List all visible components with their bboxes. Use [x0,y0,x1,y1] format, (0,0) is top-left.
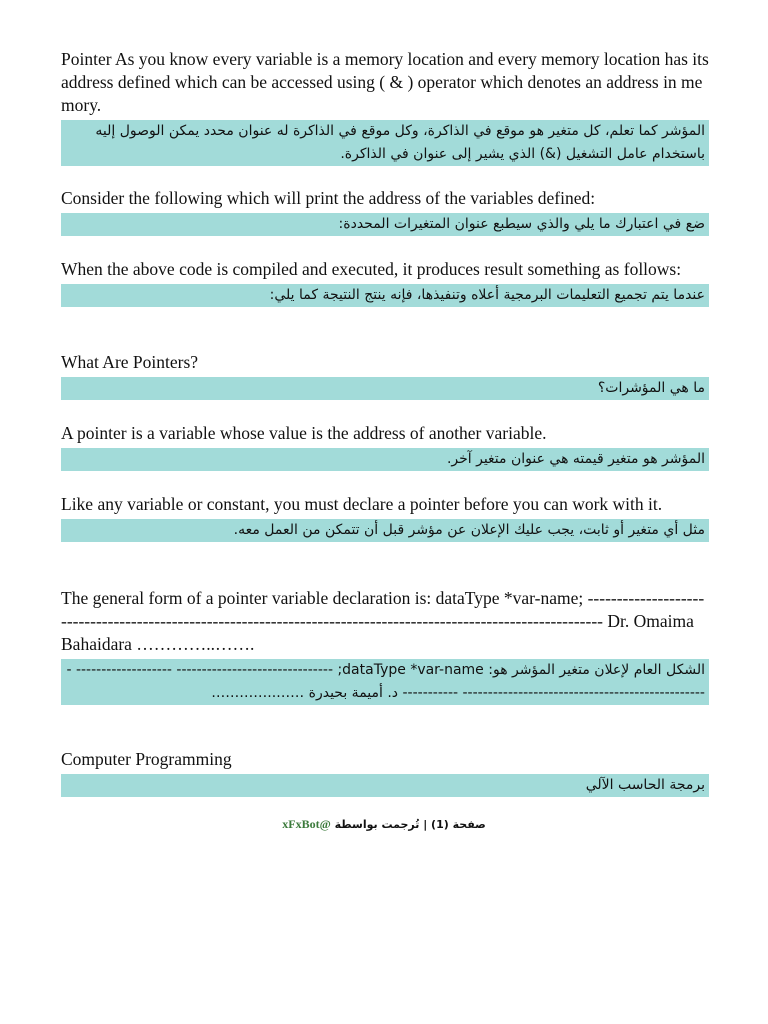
arabic-translation: برمجة الحاسب الآلي [61,774,709,797]
arabic-translation: عندما يتم تجميع التعليمات البرمجية أعلاه وتنفيذها، فإنه ينتج النتيجة كما يلي: [61,284,709,307]
english-heading: What Are Pointers? [61,352,199,372]
arabic-translation: مثل أي متغير أو ثابت، يجب عليك الإعلان عن مؤشر قبل أن تتمكن من العمل معه. [61,519,709,542]
section-compiled-result [61,258,709,307]
section-general-form [61,587,709,705]
section-pointer-intro [61,48,714,166]
section-consider-following [61,187,709,236]
arabic-translation: الشكل العام لإعلان متغير المؤشر هو: dataType *var-name; ------------------------------- ------------------- ------------------------------------------------- ----------- د. أميمة بحيدرة ……..………… [61,659,709,705]
arabic-translation: ضع في اعتبارك ما يلي والذي سيطبع عنوان المتغيرات المحددة: [61,213,709,236]
english-paragraph: When the above code is compiled and executed, it produces result something as follows: [61,259,682,279]
english-paragraph: Like any variable or constant, you must declare a pointer before you can work with it. [61,494,663,514]
english-paragraph: Consider the following which will print the address of the variables defined: [61,188,596,208]
arabic-translation: المؤشر هو متغير قيمته هي عنوان متغير آخر. [61,448,709,471]
page-footer [0,817,768,832]
arabic-translation: المؤشر كما تعلم، كل متغير هو موقع في الذاكرة، وكل موقع في الذاكرة له عنوان محدد يمكن الوصول إليه باستخدام عامل التشغيل (&) الذي يشير إلى عنوان في الذاكرة. [61,120,709,166]
section-pointer-definition [61,422,709,471]
footer-page-label: صفحة (1) | تُرجمت بواسطة [334,818,486,831]
section-what-are-pointers [61,351,709,400]
english-paragraph: The general form of a pointer variable declaration is: dataType *var-name; ----------------------------------------------------------------------------------------------------------------- Dr. Omaima Bahaidara …………..……. [61,588,705,654]
english-paragraph: A pointer is a variable whose value is the address of another variable. [61,423,547,443]
arabic-translation: ما هي المؤشرات؟ [61,377,709,400]
section-computer-programming [61,748,709,797]
english-paragraph: Pointer As you know every variable is a memory location and every memory location has its address defined which can be accessed using ( & ) operator which denotes an address in memory. [61,49,714,115]
english-title: Computer Programming [61,749,232,769]
section-declare-pointer [61,493,709,542]
footer-bot-handle: @xFxBot [282,817,331,831]
